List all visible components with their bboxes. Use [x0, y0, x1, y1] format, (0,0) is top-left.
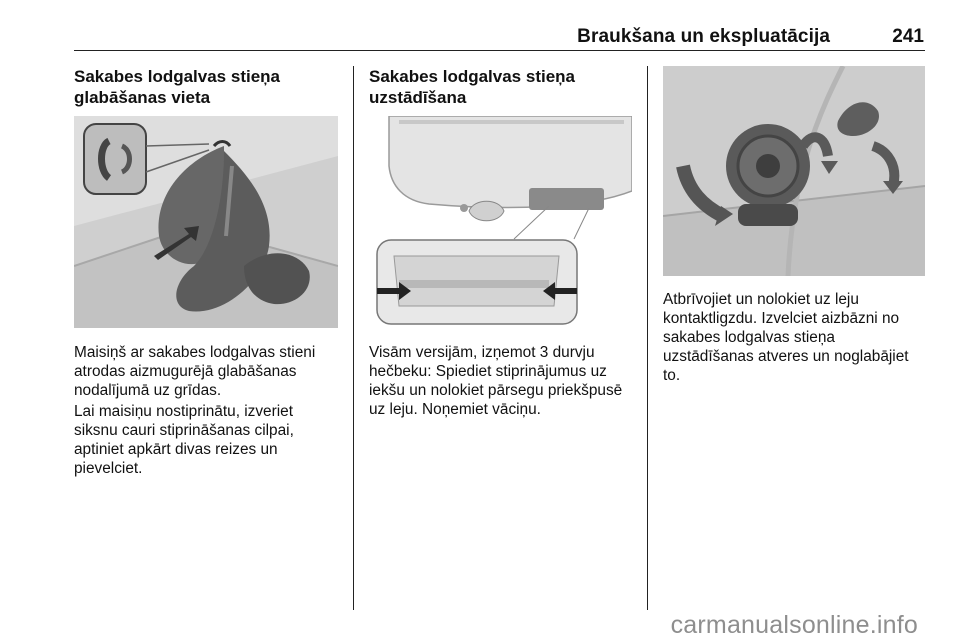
- paragraph-remove-cover: Visām versijām, izņemot 3 durvju hečbeku: Spiediet stiprinājumus uz iekšu un nolokiet pārsegu priekšpusē uz leju. Noņemiet vāciņu.: [369, 344, 623, 418]
- column-divider-2: [647, 66, 648, 610]
- source-watermark: carmanualsonline.info: [670, 611, 918, 639]
- paragraph-bag-location: Maisiņš ar sakabes lodgalvas stieni atrodas aizmugurējā glabāšanas nodalījumā uz grīdas.: [74, 344, 316, 399]
- page-number: 241: [892, 26, 924, 47]
- towbar-storage-bag-illustration: [74, 116, 338, 328]
- bumper-cover-illustration: [369, 116, 632, 328]
- socket-fold-down-illustration: [663, 66, 925, 276]
- column-divider-1: [353, 66, 354, 610]
- paragraph-socket-plug: Atbrīvojiet un nolokiet uz leju kontaktligzdu. Izvelciet aizbāzni no sakabes lodgalvas stieņa uzstādīšanas atveres un noglabājiet to.: [663, 291, 909, 384]
- section-title-storage: Sakabes lodgalvas stieņa glabāšanas vieta: [74, 67, 280, 107]
- paragraph-bag-fastening: Lai maisiņu nostiprinātu, izveriet siksnu cauri stiprināšanas cilpai, aptiniet apkārt divas reizes un pievelciet.: [74, 403, 294, 477]
- section-title-installation: Sakabes lodgalvas stieņa uzstādīšana: [369, 67, 575, 107]
- header-divider: [74, 50, 925, 51]
- running-header-title: Braukšana un ekspluatācija: [577, 26, 830, 47]
